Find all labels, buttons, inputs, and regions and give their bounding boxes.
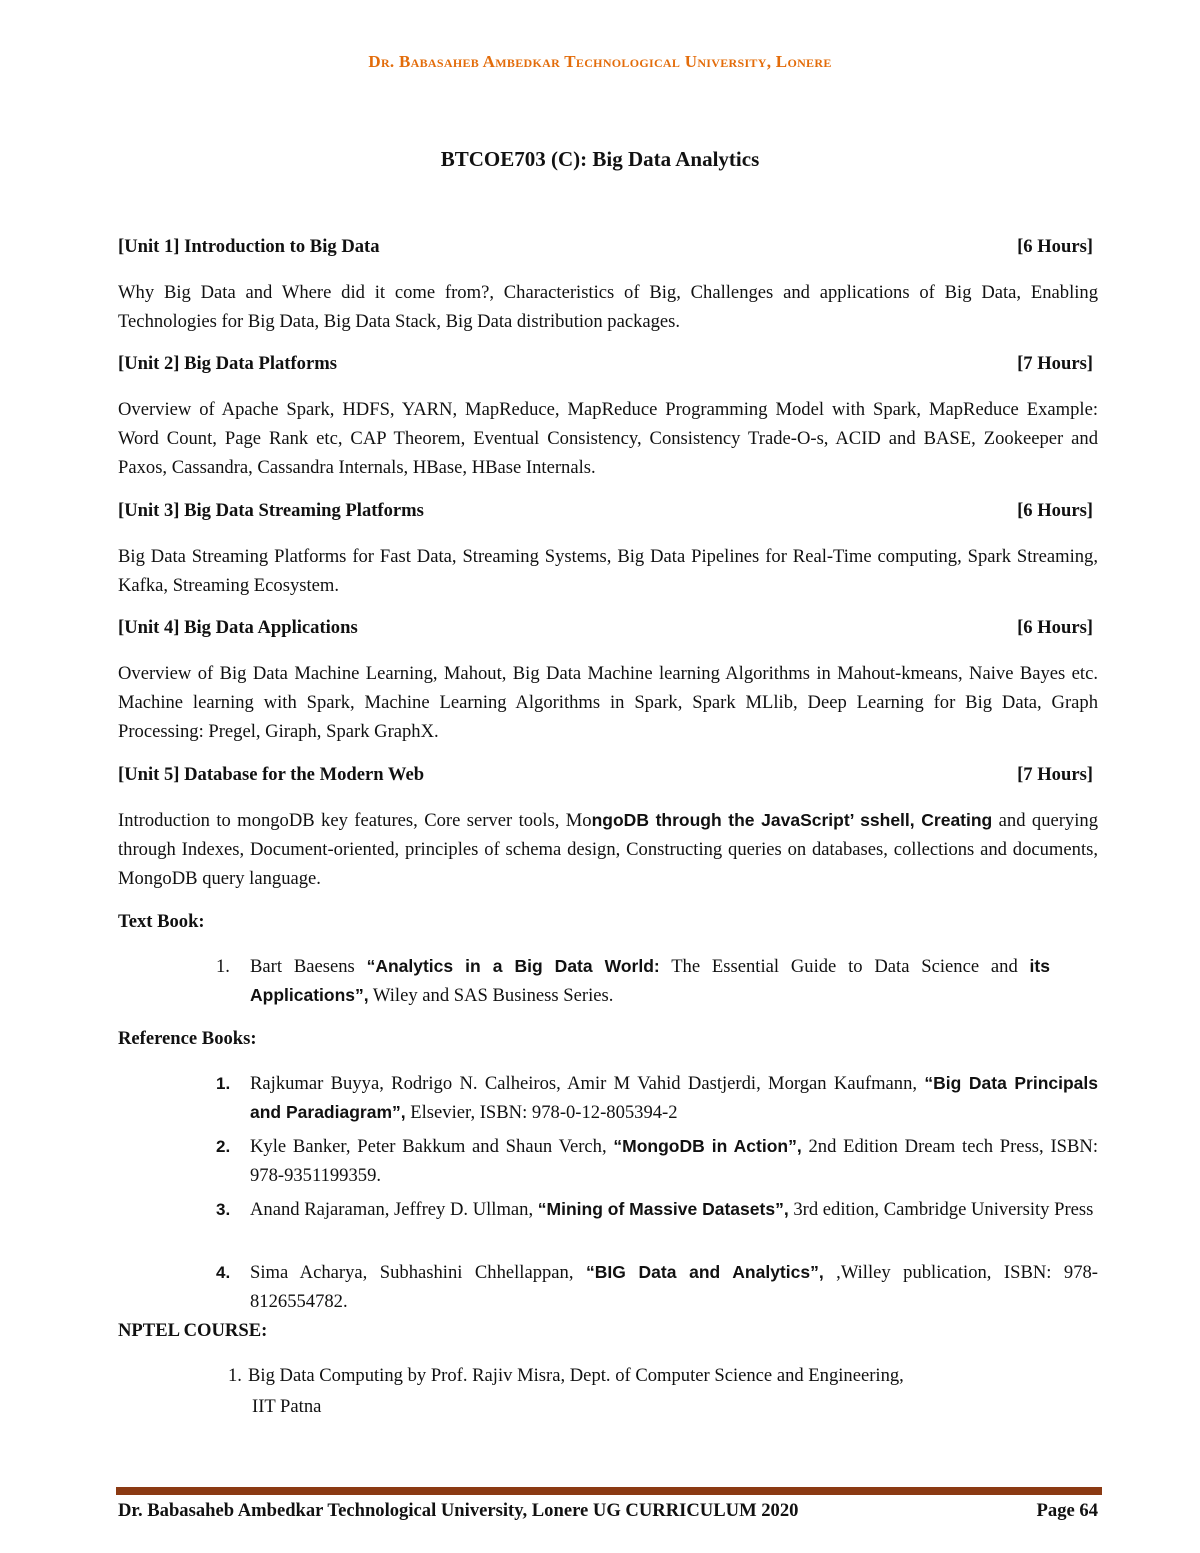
unit-hours: [7 Hours] bbox=[1017, 764, 1093, 785]
item-text: Rajkumar Buyya, Rodrigo N. Calheiros, Amir M Vahid Dastjerdi, Morgan Kaufmann, bbox=[250, 1073, 925, 1094]
footer-rule bbox=[116, 1487, 1102, 1495]
item-text: 3rd edition, Cambridge University Press bbox=[788, 1199, 1094, 1220]
unit-label: [Unit 4] Big Data Applications bbox=[118, 617, 358, 638]
item-title: “Analytics in a Big Data World: bbox=[366, 956, 660, 976]
item-number: 1. bbox=[216, 956, 230, 977]
unit-hours: [6 Hours] bbox=[1017, 500, 1093, 521]
item-text: Sima Acharya, Subhashini Chhellappan, bbox=[250, 1262, 586, 1283]
unit-5-text-bold: ngoDB through the JavaScript’ sshell, Creating bbox=[591, 810, 993, 830]
item-title: “Mining of Massive Datasets”, bbox=[537, 1199, 789, 1219]
item-text: Wiley and SAS Business Series. bbox=[368, 985, 614, 1006]
item-title: “MongoDB in Action”, bbox=[613, 1136, 802, 1156]
unit-2-text: Overview of Apache Spark, HDFS, YARN, MapReduce, MapReduce Programming Model with Spark, MapReduce Example: Word Count, Page Rank etc, CAP Theorem, Eventual Consistency, Consistency Trade-O-s, ACID and BASE, Zookeeper and Paxos, Cassandra, Cassandra Internals, HBase, HBase Internals. bbox=[118, 399, 1098, 478]
unit-5-heading bbox=[118, 764, 1093, 786]
item-text: Bart Baesens bbox=[250, 956, 367, 977]
item-text: Elsevier, ISBN: 978-0-12-805394-2 bbox=[405, 1102, 678, 1123]
item-text: The Essential Guide to Data Science and bbox=[659, 956, 1030, 977]
item-title: “Big Data Principals and Paradiagram”, bbox=[250, 1073, 1099, 1122]
nptel-heading: NPTEL COURSE: bbox=[118, 1320, 268, 1341]
page-number: Page 64 bbox=[1036, 1500, 1098, 1521]
item-number: 1. bbox=[216, 1074, 231, 1093]
unit-hours: [6 Hours] bbox=[1017, 236, 1093, 257]
footer-text: Dr. Babasaheb Ambedkar Technological University, Lonere UG CURRICULUM 2020 bbox=[118, 1500, 799, 1521]
item-number: 3. bbox=[216, 1200, 231, 1219]
text-book-item bbox=[216, 952, 1050, 1010]
item-number: 1. bbox=[228, 1365, 242, 1386]
unit-4-text: Overview of Big Data Machine Learning, Mahout, Big Data Machine learning Algorithms in Mahout-kmeans, Naive Bayes etc. Machine learning with Spark, Machine Learning Algorithms in Spark, Spark MLlib, Deep Learning for Big Data, Graph Processing: Pregel, Giraph, Spark GraphX. bbox=[118, 663, 1098, 742]
item-text: Anand Rajaraman, Jeffrey D. Ullman, bbox=[250, 1199, 538, 1220]
unit-hours: [7 Hours] bbox=[1017, 353, 1093, 374]
nptel-line-1: Big Data Computing by Prof. Rajiv Misra, Dept. of Computer Science and Engineering, bbox=[248, 1365, 904, 1386]
reference-book-item bbox=[216, 1195, 1098, 1224]
item-text: Kyle Banker, Peter Bakkum and Shaun Verch, bbox=[250, 1136, 614, 1157]
item-number: 2. bbox=[216, 1137, 231, 1156]
nptel-item bbox=[228, 1361, 1070, 1421]
item-text: ,Willey publication, ISBN: 978-8126554782. bbox=[250, 1262, 1098, 1312]
reference-book-item bbox=[216, 1132, 1098, 1190]
item-title: “BIG Data and Analytics”, bbox=[585, 1262, 824, 1282]
reference-book-item bbox=[216, 1069, 1099, 1127]
unit-2-heading bbox=[118, 353, 1093, 375]
unit-5-text bbox=[118, 806, 1098, 893]
unit-1-heading bbox=[118, 236, 1093, 258]
unit-3-text: Big Data Streaming Platforms for Fast Data, Streaming Systems, Big Data Pipelines for Real-Time computing, Spark Streaming, Kafka, Streaming Ecosystem. bbox=[118, 546, 1098, 596]
unit-hours: [6 Hours] bbox=[1017, 617, 1093, 638]
university-header: Dr. Babasaheb Ambedkar Technological University, Lonere bbox=[368, 52, 832, 71]
unit-1-text: Why Big Data and Where did it come from?, Characteristics of Big, Challenges and applications of Big Data, Enabling Technologies for Big Data, Big Data Stack, Big Data distribution packages. bbox=[118, 282, 1098, 332]
unit-3-heading bbox=[118, 500, 1093, 522]
unit-5-text-a: Introduction to mongoDB key features, Core server tools, Mo bbox=[118, 810, 592, 831]
page-footer bbox=[118, 1500, 1098, 1522]
nptel-line-2: IIT Patna bbox=[252, 1396, 322, 1417]
unit-label: [Unit 5] Database for the Modern Web bbox=[118, 764, 425, 785]
unit-label: [Unit 3] Big Data Streaming Platforms bbox=[118, 500, 424, 521]
text-book-heading: Text Book: bbox=[118, 911, 205, 932]
reference-books-heading: Reference Books: bbox=[118, 1028, 257, 1049]
item-title: its Applications”, bbox=[250, 956, 1050, 1005]
unit-5-text-c: and querying through Indexes, Document-oriented, principles of schema design, Constructing queries on databases, collections and documents, MongoDB query language. bbox=[118, 810, 1098, 889]
reference-book-item bbox=[216, 1258, 1098, 1316]
item-number: 4. bbox=[216, 1263, 231, 1282]
unit-label: [Unit 1] Introduction to Big Data bbox=[118, 236, 380, 257]
course-title: BTCOE703 (C): Big Data Analytics bbox=[440, 147, 760, 171]
unit-4-heading bbox=[118, 617, 1093, 639]
item-text: 2nd Edition Dream tech Press, ISBN: 978-9351199359. bbox=[250, 1136, 1098, 1186]
unit-label: [Unit 2] Big Data Platforms bbox=[118, 353, 337, 374]
